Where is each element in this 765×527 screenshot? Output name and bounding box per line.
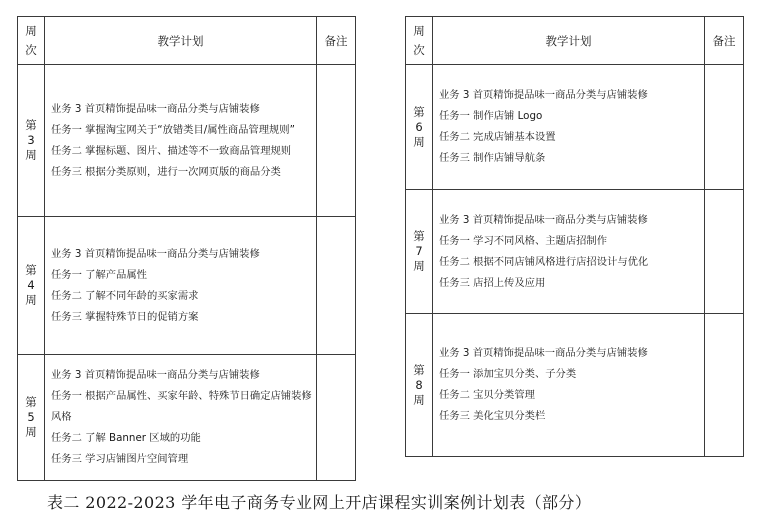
note-cell xyxy=(705,314,744,457)
plan-line: 任务一 根据产品属性、买家年龄、特殊节日确定店铺装修风格 xyxy=(51,390,312,423)
note-cell xyxy=(705,65,744,190)
plan-line: 任务三 店招上传及应用 xyxy=(439,276,546,289)
plan-line: 任务三 根据分类原则，进行一次网页版的商品分类 xyxy=(51,165,281,178)
header-plan: 教学计划 xyxy=(433,17,705,65)
table-caption: 表二 2022-2023 学年电子商务专业网上开店课程实训案例计划表（部分） xyxy=(47,493,592,512)
plan-line: 业务 3 首页精饰提品味一商品分类与店铺装修 xyxy=(51,102,260,115)
note-cell xyxy=(317,355,356,481)
plan-line: 任务二 根据不同店铺风格进行店招设计与优化 xyxy=(439,255,649,268)
plan-line: 业务 3 首页精饰提品味一商品分类与店铺装修 xyxy=(439,213,648,226)
plan-line: 任务一 制作店铺 Logo xyxy=(439,110,543,122)
header-week-label: 周次 xyxy=(25,23,37,57)
plan-line: 任务二 完成店铺基本设置 xyxy=(439,131,556,143)
week-row-5 xyxy=(18,355,356,481)
plan-cell xyxy=(45,65,317,217)
header-week xyxy=(406,17,433,65)
plan-line: 任务一 添加宝贝分类、子分类 xyxy=(439,368,577,380)
week-row-3 xyxy=(18,65,356,217)
week-cell xyxy=(406,65,433,190)
plan-cell xyxy=(433,65,705,190)
week-cell xyxy=(18,217,45,355)
note-cell xyxy=(317,217,356,355)
header-note: 备注 xyxy=(705,17,744,65)
week-label: 第 8 周 xyxy=(413,362,425,407)
plan-cell xyxy=(45,217,317,355)
plan-line: 任务三 美化宝贝分类栏 xyxy=(439,410,546,422)
plan-table-left xyxy=(17,16,356,481)
week-label: 第 4 周 xyxy=(25,263,37,307)
week-cell xyxy=(18,355,45,481)
header-week-label: 周次 xyxy=(413,23,425,57)
header-row xyxy=(18,17,356,65)
header-note: 备注 xyxy=(317,17,356,65)
plan-line: 任务一 学习不同风格、主题店招制作 xyxy=(439,234,608,247)
plan-line: 任务一 了解产品属性 xyxy=(51,268,147,281)
header-week xyxy=(18,17,45,65)
plan-line: 任务三 掌握特殊节日的促销方案 xyxy=(51,310,199,323)
plan-line: 任务二 了解 Banner 区域的功能 xyxy=(51,432,201,444)
week-row-4 xyxy=(18,217,356,355)
week-row-8 xyxy=(406,314,744,457)
plan-cell xyxy=(45,355,317,481)
header-row xyxy=(406,17,744,65)
plan-line: 任务二 了解不同年龄的买家需求 xyxy=(51,289,199,302)
plan-cell xyxy=(433,314,705,457)
plan-line: 任务三 学习店铺图片空间管理 xyxy=(51,453,189,465)
plan-line: 任务一 掌握淘宝网关于“放错类目/属性商品管理规则” xyxy=(51,123,295,136)
week-label: 第 3 周 xyxy=(25,118,37,162)
plan-line: 任务二 掌握标题、图片、描述等不一致商品管理规则 xyxy=(51,144,292,157)
plan-line: 业务 3 首页精饰提品味一商品分类与店铺装修 xyxy=(51,247,260,260)
week-row-6 xyxy=(406,65,744,190)
plan-line: 业务 3 首页精饰提品味一商品分类与店铺装修 xyxy=(439,347,648,359)
note-cell xyxy=(705,190,744,314)
plan-line: 业务 3 首页精饰提品味一商品分类与店铺装修 xyxy=(51,369,260,381)
week-label: 第 5 周 xyxy=(25,395,37,439)
plan-line: 业务 3 首页精饰提品味一商品分类与店铺装修 xyxy=(439,89,648,101)
plan-cell xyxy=(433,190,705,314)
week-cell xyxy=(406,190,433,314)
plan-table-right xyxy=(405,16,744,457)
week-cell xyxy=(406,314,433,457)
header-plan: 教学计划 xyxy=(45,17,317,65)
week-label: 第 7 周 xyxy=(413,229,425,273)
week-cell xyxy=(18,65,45,217)
plan-line: 任务三 制作店铺导航条 xyxy=(439,152,546,164)
week-label: 第 6 周 xyxy=(413,104,425,149)
note-cell xyxy=(317,65,356,217)
plan-line: 任务二 宝贝分类管理 xyxy=(439,389,535,401)
week-row-7 xyxy=(406,190,744,314)
